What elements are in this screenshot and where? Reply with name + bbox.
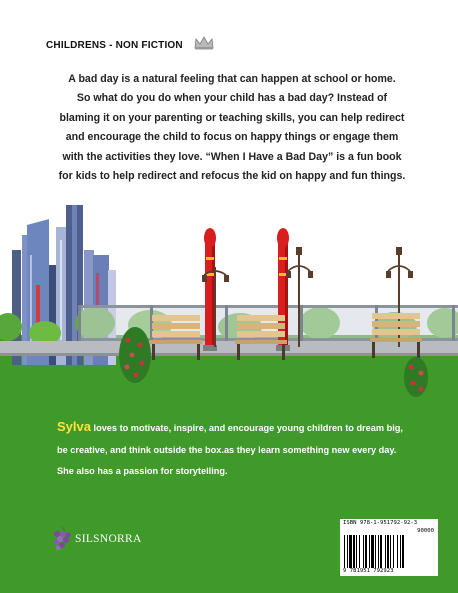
barcode-bar [349,535,352,568]
barcode-bar [393,535,394,568]
blurb-line: blaming it on your parenting or teaching skills, you can help redirect [59,111,405,124]
category-label: CHILDRENS - NON FICTION [46,40,183,51]
grape-logo-icon [52,526,72,552]
barcode-bar [363,535,364,568]
author-bio-text: loves to motivate, inspire, and encourage young children to dream big, [90,423,403,433]
author-bio-line-3: She also has a passion for storytelling. [57,466,228,476]
barcode-bar [365,535,367,568]
author-bio-line-2: be creative, and think outside the box.as they learn something new every day. [57,444,397,455]
barcode-bar [390,535,391,568]
blurb-line: with the activities they love. “When I Have a Bad Day” is a fun book [62,150,402,163]
barcode-bar [400,535,401,568]
barcode-bar [344,535,345,568]
barcode-bar [385,535,386,568]
barcode-bar [347,535,348,568]
barcode-bars [344,535,434,568]
barcode-bar [378,535,379,568]
barcode-bar [371,535,374,568]
blurb-line: A bad day is a natural feeling that can happen at school or home. [68,73,396,85]
barcode-bar [402,535,404,568]
isbn-bottom-text: 9 781951 792923 [343,568,394,574]
blurb-line: for kids to help redirect and refocus the kid on happy and fun things. [58,170,406,183]
barcode-bar [380,535,382,568]
blurb-line: and encourage the child to focus on happy things or engage them [65,131,399,144]
author-name: Sylva [57,419,91,434]
barcode-bar [397,535,398,568]
author-bio [57,416,417,483]
isbn-barcode [340,519,438,576]
publisher-logo [52,526,142,552]
flower-bush [404,357,428,397]
author-bio-line-1 [57,416,417,440]
barcode-bar [387,535,389,568]
barcode-bar [369,535,370,568]
publisher-name: SILSNORRA [75,533,142,545]
back-cover-blurb [46,70,418,186]
barcode-bar [375,535,376,568]
barcode-bar [359,535,360,568]
flower-bush [119,327,151,383]
crown-icon [193,36,215,50]
isbn-top-text: ISBN 978-1-951792-92-3 [343,520,418,526]
price-code: 90000 [417,528,434,534]
barcode-bar [353,535,355,568]
barcode-bar [356,535,357,568]
walkway [0,341,458,354]
blurb-line: So what do you do when your child has a bad day? Instead of [76,92,388,105]
